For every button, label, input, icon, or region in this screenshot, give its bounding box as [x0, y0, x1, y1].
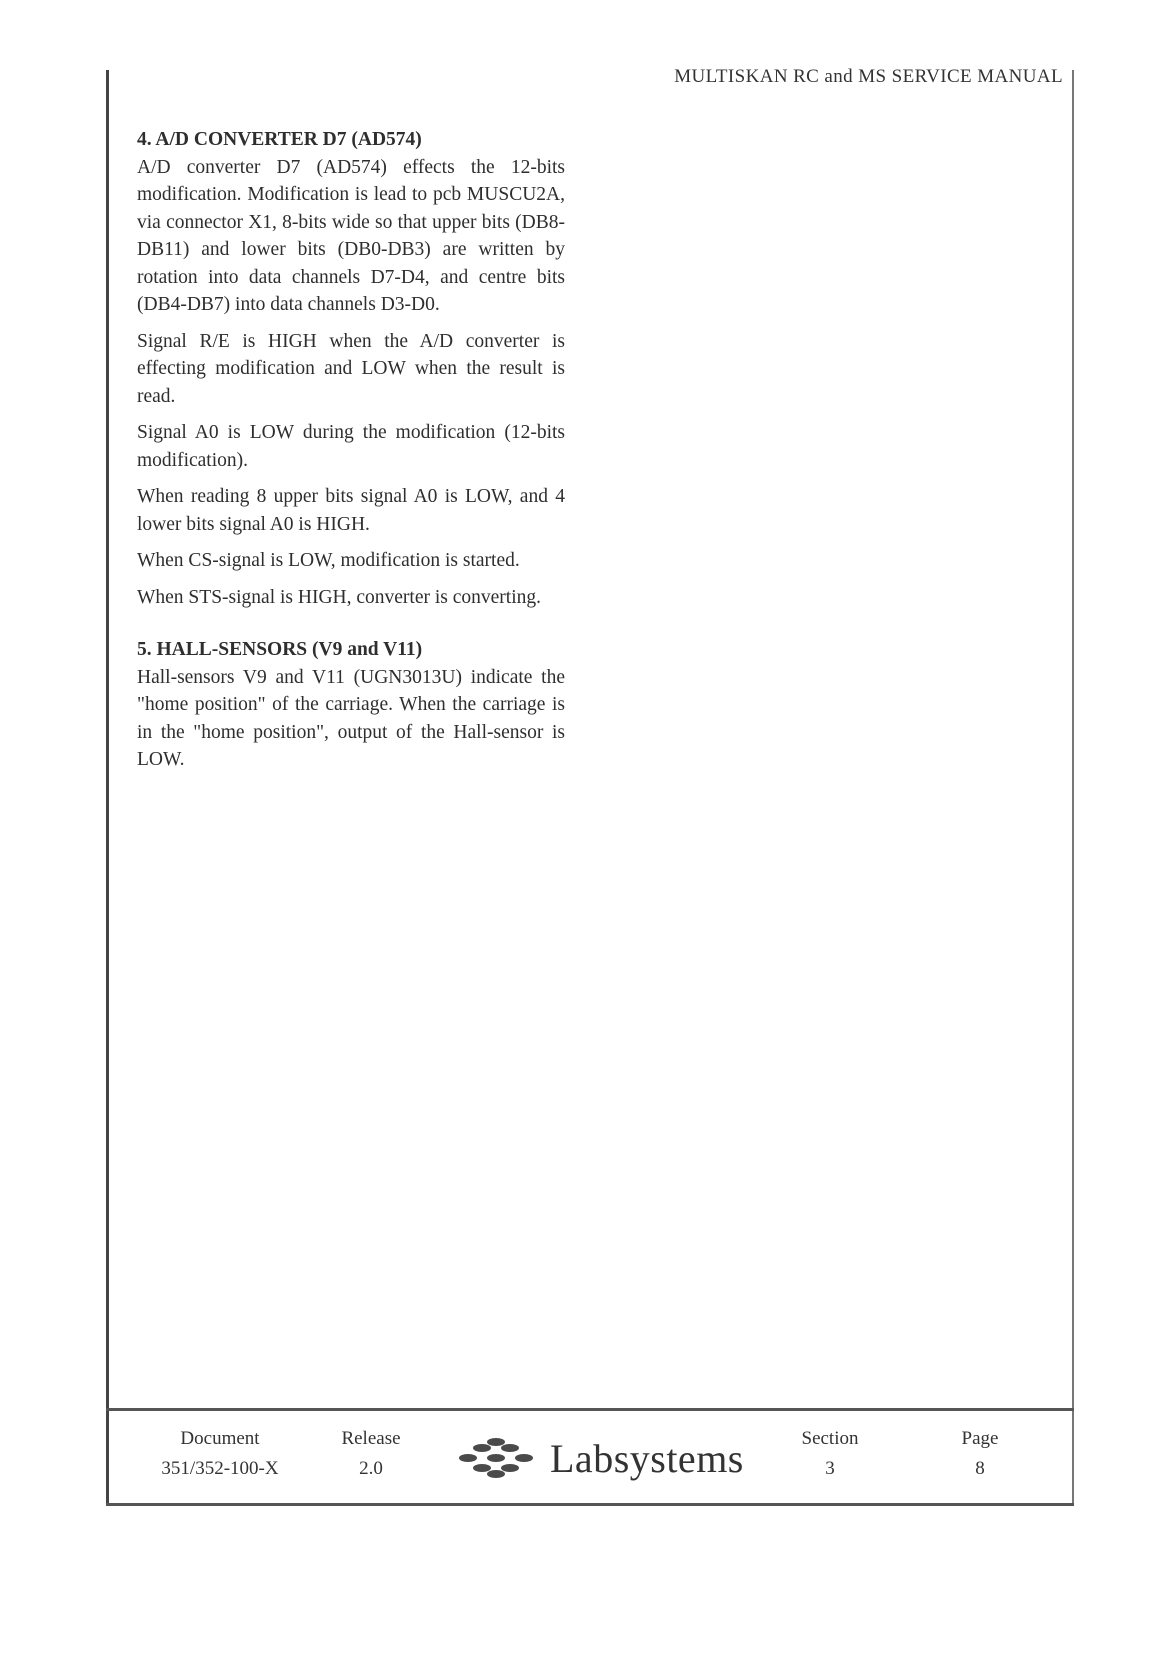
release-label: Release	[341, 1428, 401, 1449]
running-header: MULTISKAN RC and MS SERVICE MANUAL	[674, 66, 1063, 87]
body-text	[137, 126, 565, 783]
paragraph: When reading 8 upper bits signal A0 is LOW, and 4 lower bits signal A0 is HIGH.	[137, 486, 565, 535]
document-label: Document	[180, 1428, 260, 1449]
page-number: 8	[975, 1458, 985, 1479]
paragraph: When STS-signal is HIGH, converter is converting.	[137, 586, 541, 608]
page-border-right	[1072, 70, 1074, 1505]
section-number: 3	[825, 1458, 835, 1479]
footer-page	[940, 1424, 1020, 1484]
page-label: Page	[961, 1428, 999, 1449]
paragraph: Signal A0 is LOW during the modification (12-bits modification).	[137, 422, 565, 471]
company-name: Labsystems	[550, 1435, 744, 1481]
section-label: Section	[801, 1428, 859, 1449]
paragraph: Signal R/E is HIGH when the A/D converter is effecting modification and LOW when the result is read.	[137, 330, 565, 407]
paragraph: A/D converter D7 (AD574) effects the 12-bits modification. Modification is lead to pcb MUSCU2A, via connector X1, 8-bits wide so that upper bits (DB8-DB11) and lower bits (DB0-DB3) are written by rotation into data channels D7-D4, and centre bits (DB4-DB7) into data channels D3-D0.	[137, 156, 565, 315]
paragraph: When CS-signal is LOW, modification is started.	[137, 550, 520, 571]
footer-document	[150, 1424, 290, 1484]
company-logo	[452, 1428, 744, 1488]
release-number: 2.0	[359, 1458, 383, 1479]
footer-divider-top	[106, 1408, 1074, 1411]
footer-divider-bottom	[106, 1503, 1074, 1506]
section-heading-ad-converter: 4. A/D CONVERTER D7 (AD574)	[137, 129, 422, 150]
footer-section	[785, 1424, 875, 1484]
document-number: 351/352-100-X	[161, 1458, 279, 1479]
page-border-left	[106, 70, 109, 1505]
section-heading-hall-sensors: 5. HALL-SENSORS (V9 and V11)	[137, 639, 423, 660]
labsystems-logo-icon	[452, 1436, 540, 1480]
paragraph: Hall-sensors V9 and V11 (UGN3013U) indicate the "home position" of the carriage. When the carriage is in the "home position", output of the Hall-sensor is LOW.	[137, 666, 565, 770]
footer-release	[326, 1424, 416, 1484]
